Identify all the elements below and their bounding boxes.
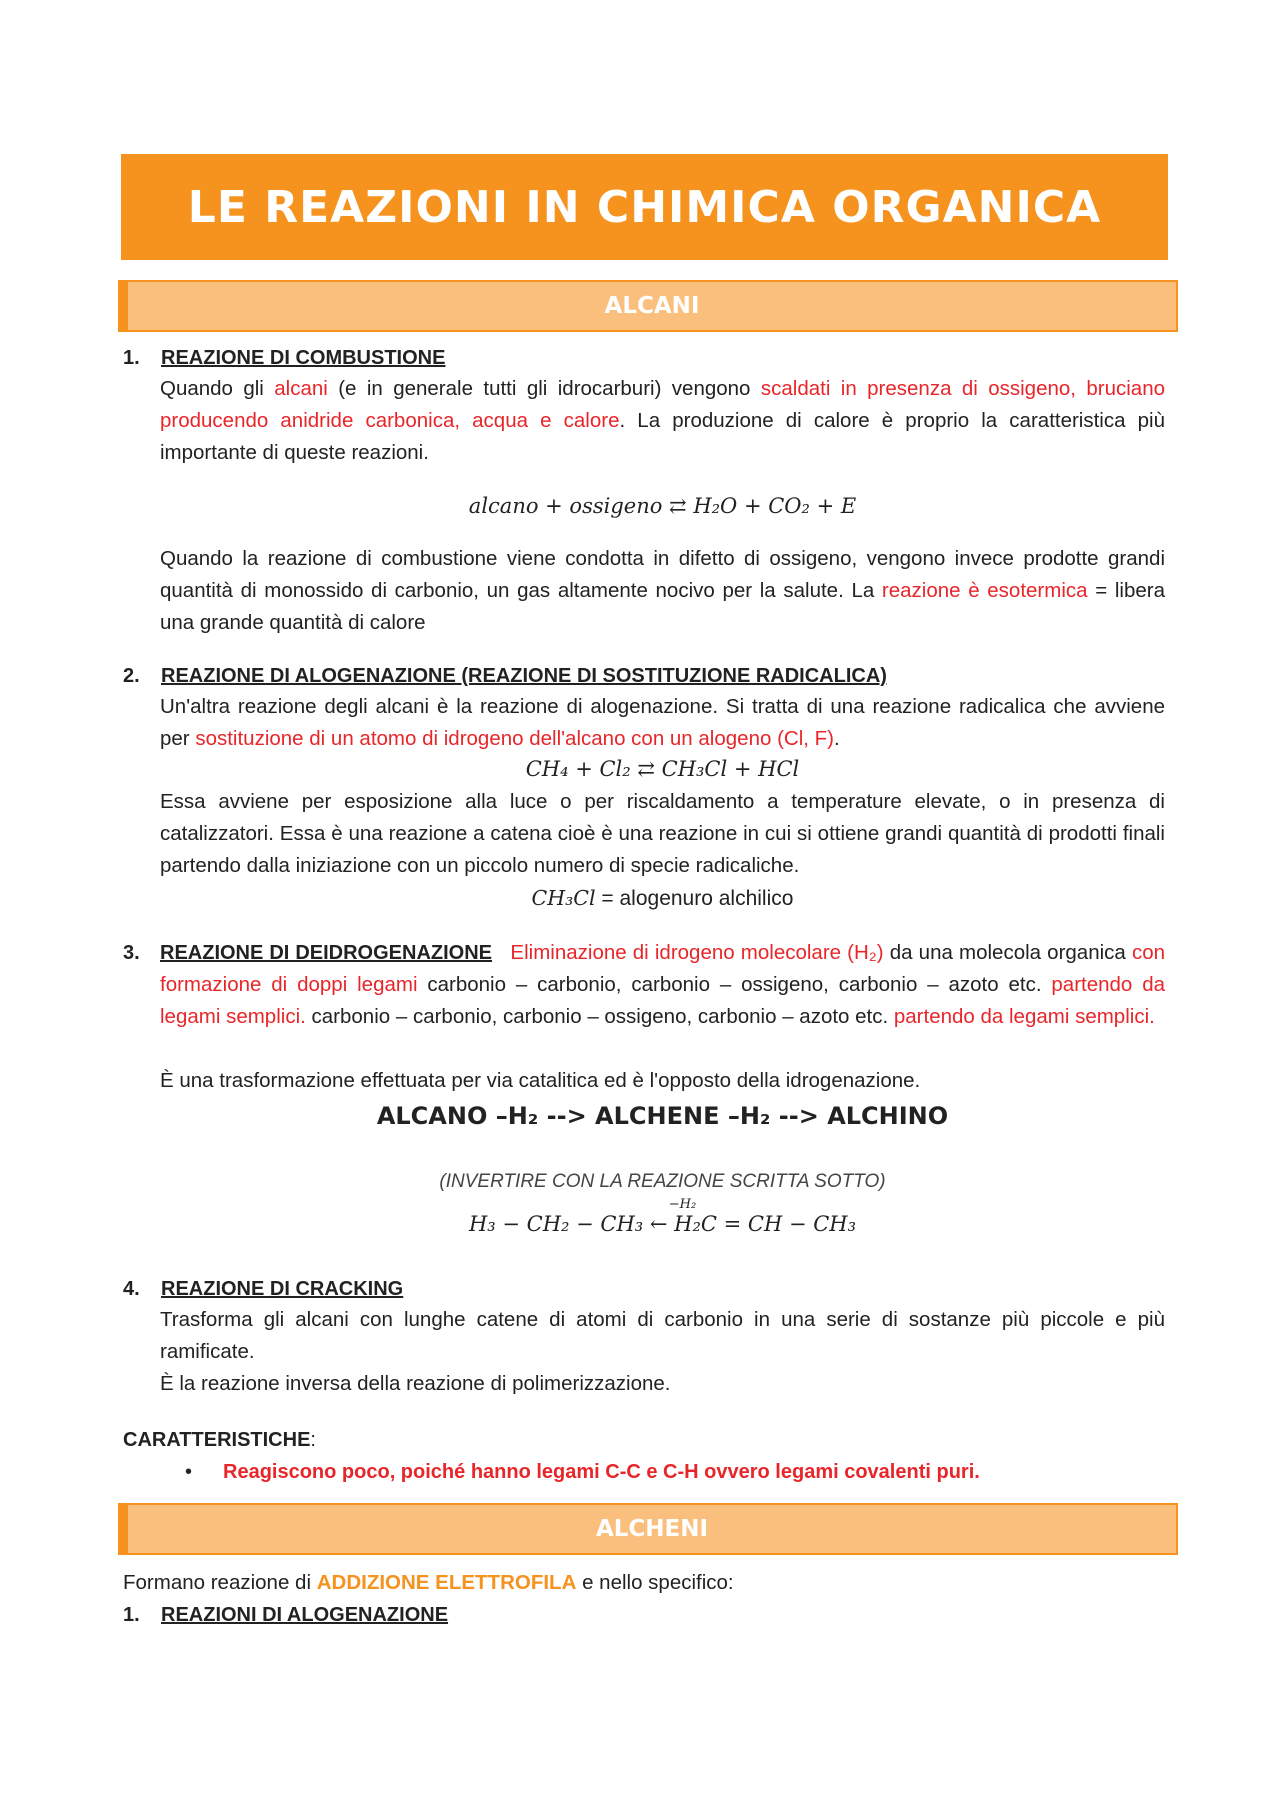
paragraph: Quando la reazione di combustione viene condotta in difetto di ossigeno, vengono invece prodotte grandi quantità di monossido di carbonio, un gas altamente nocivo per la salute. La reazione è esotermica = libera una grande quantità di calore xyxy=(160,547,1165,634)
list-number: 1. xyxy=(123,347,140,369)
reaction-heading-deidrogenazione: REAZIONE DI DEIDROGENAZIONE xyxy=(160,942,493,964)
list-number: 2. xyxy=(123,665,140,687)
title-banner xyxy=(121,154,1168,260)
list-number: 3. xyxy=(123,942,140,964)
highlight: sostituzione di un atomo di idrogeno dell'alcano con un alogeno (Cl, F) xyxy=(195,727,834,750)
section-header-alcani xyxy=(118,280,1178,332)
list-number: 4. xyxy=(123,1278,140,1300)
paragraph: Un'altra reazione degli alcani è la reazione di alogenazione. Si tratta di una reazione radicalica che avviene per sostituzione di un atomo di idrogeno dell'alcano con un alogeno (Cl, F). xyxy=(160,695,1165,750)
highlight: con formazione di doppi legami xyxy=(160,941,1166,996)
paragraph: REAZIONE DI DEIDROGENAZIONE Eliminazione di idrogeno molecolare (H₂) da una molecola organica con formazione di doppi legami carbonio – carbonio, carbonio – ossigeno, carbonio – azoto etc. partendo da legami semplici. carbonio – carbonio, carbonio – ossigeno, carbonio – azoto etc. partendo da legami semplici. xyxy=(160,941,1166,1028)
alcheni-intro: Formano reazione di ADDIZIONE ELETTROFILA e nello specifico: xyxy=(123,1571,734,1594)
halogenation-equation: CH₄ + Cl₂ ⇄ CH₃Cl + HCl xyxy=(525,757,800,781)
arrow-label: −H₂ xyxy=(668,1197,697,1212)
highlight: Eliminazione di idrogeno molecolare (H₂) xyxy=(510,941,884,964)
reaction-heading-cracking: REAZIONE DI CRACKING xyxy=(161,1278,404,1300)
list-number: 1. xyxy=(123,1604,140,1626)
highlight: scaldati in presenza di ossigeno, bruciano producendo anidride carbonica, acqua e calore xyxy=(160,377,1166,432)
section-title: ALCHENI xyxy=(595,1516,709,1542)
paragraph: Trasforma gli alcani con lunghe catene di atomi di carbonio in una serie di sostanze più piccole e più ramificate. xyxy=(160,1308,1165,1363)
paragraph: Quando gli alcani (e in generale tutti gli idrocarburi) vengono scaldati in presenza di ossigeno, bruciano producendo anidride carbonica, acqua e calore. La produzione di calore è proprio la caratteristica più importante di queste reazioni. xyxy=(160,377,1166,464)
bullet-icon: • xyxy=(185,1461,193,1483)
note: (INVERTIRE CON LA REAZIONE SCRITTA SOTTO) xyxy=(439,1171,886,1192)
highlight: alcani xyxy=(274,377,328,400)
highlight: partendo da legami semplici. xyxy=(893,1005,1155,1028)
dehydrogenation-equation: H₃ − CH₂ − CH₃ ← H₂C = CH − CH₃ xyxy=(468,1212,857,1236)
paragraph: È la reazione inversa della reazione di polimerizzazione. xyxy=(160,1372,671,1395)
dehydrogenation-scheme: ALCANO –H₂ --> ALCHENE –H₂ --> ALCHINO xyxy=(376,1102,949,1130)
reaction-heading-alogenazione: REAZIONE DI ALOGENAZIONE (REAZIONE DI SOSTITUZIONE RADICALICA) xyxy=(161,665,887,687)
highlight: ADDIZIONE ELETTROFILA xyxy=(316,1571,577,1594)
section-header-alcheni xyxy=(118,1503,1178,1555)
characteristics-label: CARATTERISTICHE: xyxy=(123,1429,316,1451)
combustion-equation: alcano + ossigeno ⇄ H₂O + CO₂ + E xyxy=(468,494,857,518)
paragraph: È una trasformazione effettuata per via catalitica ed è l'opposto della idrogenazione. xyxy=(160,1069,921,1092)
highlight: reazione è esotermica xyxy=(881,579,1088,602)
section-title: ALCANI xyxy=(604,293,700,319)
characteristics-bullet: Reagiscono poco, poiché hanno legami C-C e C-H ovvero legami covalenti puri. xyxy=(223,1461,980,1483)
paragraph: Essa avviene per esposizione alla luce o per riscaldamento a temperature elevate, o in presenza di catalizzatori. Essa è una reazione a catena cioè è una reazione in cui si ottiene grandi quantità di prodotti finali partendo dalla iniziazione con un piccolo numero di specie radicaliche. xyxy=(160,790,1165,877)
reaction-heading-alogenazione-alcheni: REAZIONI DI ALOGENAZIONE xyxy=(161,1604,449,1626)
reaction-heading-combustione: REAZIONE DI COMBUSTIONE xyxy=(161,347,446,369)
page-title: LE REAZIONI IN CHIMICA ORGANICA xyxy=(187,181,1102,233)
highlight: partendo da legami semplici. xyxy=(160,973,1166,1028)
alkyl-halide-definition: CH₃Cl = alogenuro alchilico xyxy=(531,886,794,910)
